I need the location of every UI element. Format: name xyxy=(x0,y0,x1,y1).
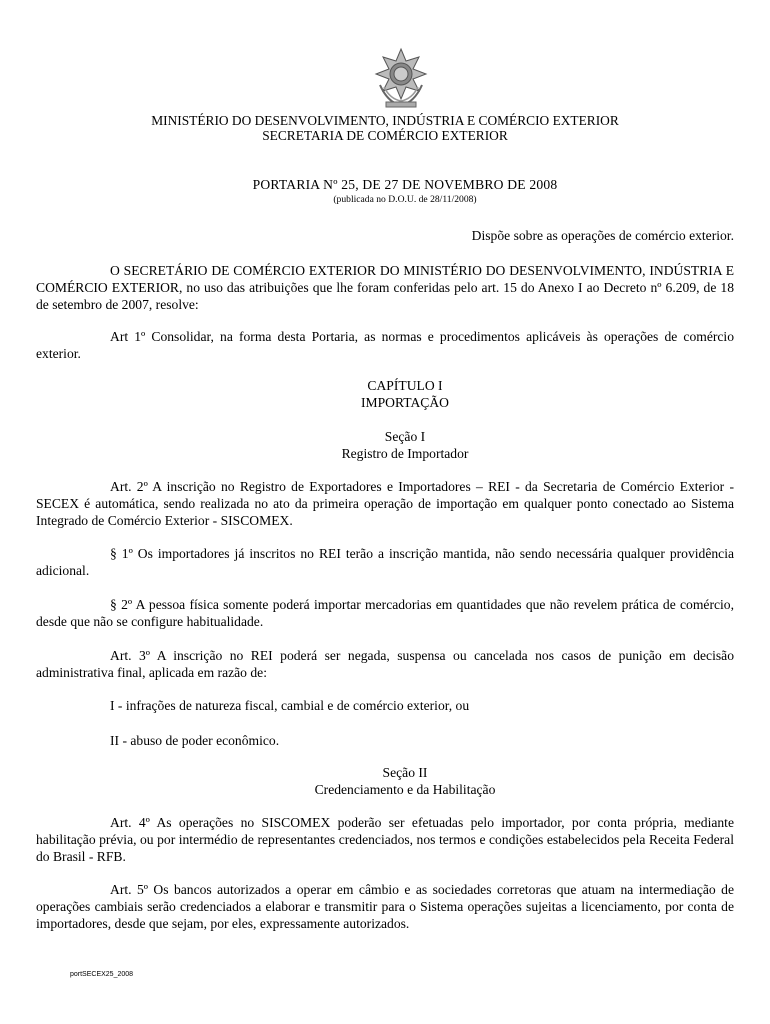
article-1: Art 1º Consolidar, na forma desta Portaria, as normas e procedimentos aplicáveis às operações de comércio exterior. xyxy=(36,329,734,361)
article-2-paragraph-1: § 1º Os importadores já inscritos no REI terão a inscrição mantida, não sendo necessária qualquer providência adicional. xyxy=(36,546,734,578)
section-1-title: Registro de Importador xyxy=(341,446,469,461)
preamble-paragraph: O SECRETÁRIO DE COMÉRCIO EXTERIOR DO MINISTÉRIO DO DESENVOLVIMENTO, INDÚSTRIA E COMÉRCIO EXTERIOR, no uso das atribuições que lhe foram conferidas pelo art. 15 do Anexo I ao Decreto nº 6.209, de 18 de setembro de 2007, resolve: xyxy=(36,263,734,312)
article-4: Art. 4º As operações no SISCOMEX poderão ser efetuadas pelo importador, por conta própria, mediante habilitação prévia, ou por intermédio de representantes credenciados, nos termos e condições estabelecidos pela Receita Federal do Brasil - RFB. xyxy=(36,815,734,864)
article-3-item-i: I - infrações de natureza fiscal, cambial e de comércio exterior, ou xyxy=(110,698,470,713)
article-2: Art. 2º A inscrição no Registro de Exportadores e Importadores – REI - da Secretaria de Comércio Exterior - SECEX é automática, sendo realizada no ato da primeira operação de importação em qualquer ponto conectado ao Sistema Integrado de Comércio Exterior - SISCOMEX. xyxy=(36,479,734,528)
article-2-paragraph-2: § 2º A pessoa física somente poderá importar mercadorias em quantidades que não revelem prática de comércio, desde que não se configure habitualidade. xyxy=(36,597,734,629)
article-3-item-ii: II - abuso de poder econômico. xyxy=(110,733,280,748)
footer-filename: portSECEX25_2008 xyxy=(70,971,134,978)
chapter-title: IMPORTAÇÃO xyxy=(361,395,449,410)
section-2-label: Seção II xyxy=(382,765,428,780)
section-2-title: Credenciamento e da Habilitação xyxy=(314,782,496,797)
section-1-label: Seção I xyxy=(384,429,426,444)
article-3: Art. 3º A inscrição no REI poderá ser negada, suspensa ou cancelada nos casos de punição em decisão administrativa final, aplicada em razão de: xyxy=(36,648,734,680)
secretariat-name: SECRETARIA DE COMÉRCIO EXTERIOR xyxy=(262,128,508,143)
portaria-title: PORTARIA Nº 25, DE 27 DE NOVEMBRO DE 2008 xyxy=(252,177,558,192)
publication-note: (publicada no D.O.U. de 28/11/2008) xyxy=(333,194,477,205)
article-5: Art. 5º Os bancos autorizados a operar em câmbio e as sociedades corretoras que atuam na intermediação de operações cambiais serão credenciados a elaborar e transmitir para o Sistema operações sujeitas a licenciamento, por conta de importadores, desde que sejam, por eles, expressamente autorizados. xyxy=(36,882,734,931)
chapter-label: CAPÍTULO I xyxy=(367,378,443,393)
ementa: Dispõe sobre as operações de comércio exterior. xyxy=(471,228,734,243)
brazil-coat-of-arms-icon xyxy=(370,47,432,109)
ministry-name: MINISTÉRIO DO DESENVOLVIMENTO, INDÚSTRIA E COMÉRCIO EXTERIOR xyxy=(151,113,619,128)
